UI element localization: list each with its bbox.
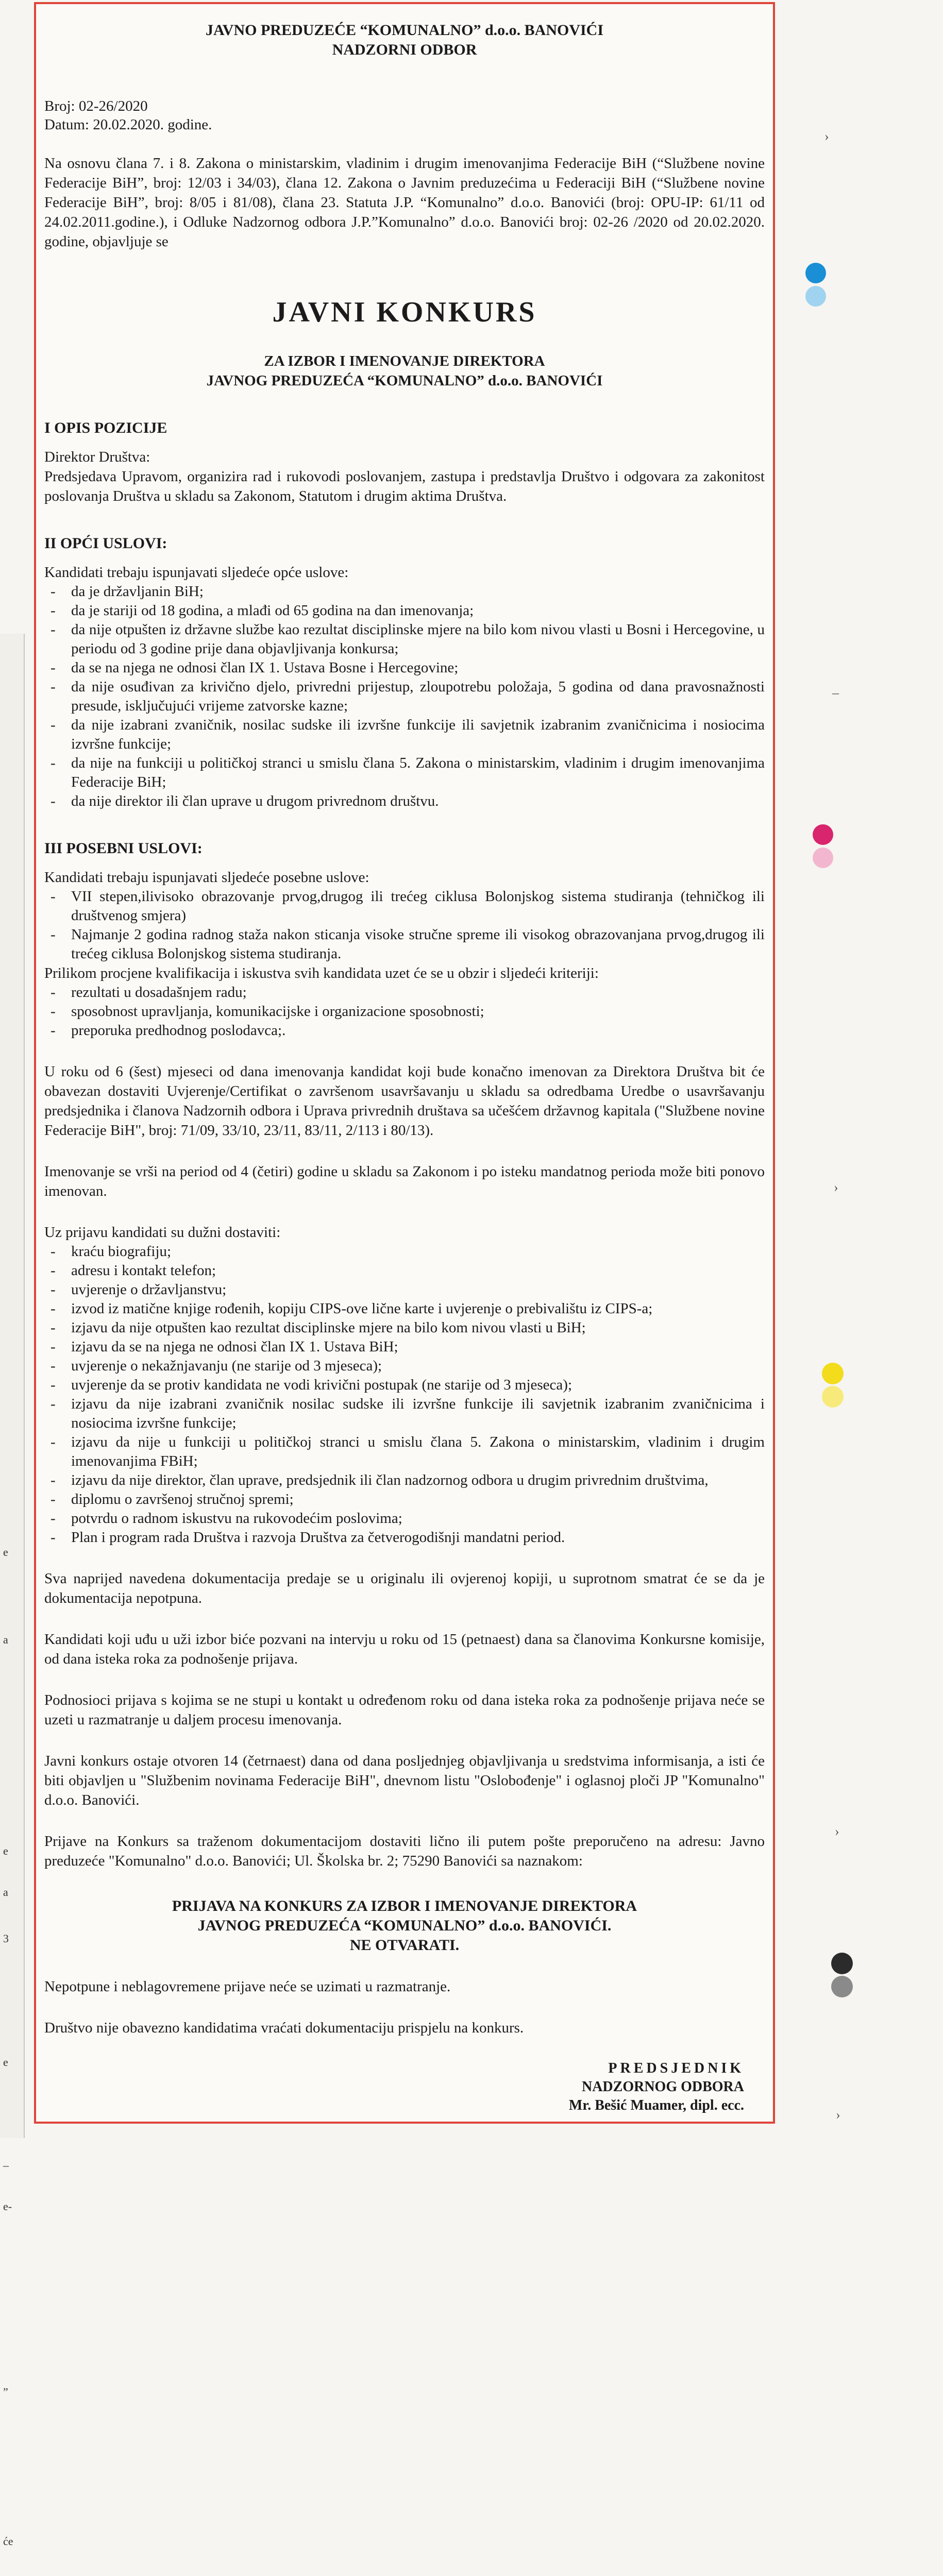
list-item: - adresu i kontakt telefon;: [44, 1261, 765, 1280]
list-item: - izjavu da nije direktor, član uprave, predsjednik ili član nadzornog odbora u drugim privrednim društvima,: [44, 1471, 765, 1490]
documents-return-note: Društvo nije obavezno kandidatima vraćati dokumentaciju prispjelu na konkurs.: [44, 2020, 524, 2036]
company-name: JAVNO PREDUZEĆE “KOMUNALNO” d.o.o. BANOVIĆI: [205, 22, 604, 39]
signature-body: NADZORNOG ODBORA: [581, 2079, 744, 2095]
criteria-list: [44, 983, 765, 1040]
list-item: - da nije izabrani zvaničnik, nosilac sudske ili izvršne funkcije ili savjetnik izabranim zvaničnicima i nosiocima izvršne funkcije;: [44, 716, 765, 754]
list-item: - da se na njega ne odnosi član IX 1. Ustava Bosne i Hercegovine;: [44, 658, 765, 677]
margin-tick-mark: ›: [834, 1180, 838, 1195]
registration-mark-grey: [831, 1976, 853, 1997]
list-item: - izjavu da nije izabrani zvaničnik nosilac sudske ili izvršne funkcije ili savjetnik izabranim zvaničnicima i nosiocima izvršne funkcije;: [44, 1395, 765, 1433]
registration-mark-magenta-light: [813, 848, 833, 868]
registration-mark-magenta: [813, 824, 833, 845]
list-item: - da nije na funkciji u političkoj stranci u smislu člana 5. Zakona o ministarskim, vladinim i drugim imenovanjima Federacije BiH;: [44, 754, 765, 792]
document-meta: [44, 97, 765, 134]
notice-line-3: NE OTVARATI.: [349, 1937, 460, 1954]
criteria-lead: Prilikom procjene kvalifikacija i iskustva svih kandidata uzet će se u obzir i sljedeći kriteriji:: [44, 965, 599, 981]
documents-lead: Uz prijavu kandidati su dužni dostaviti:: [44, 1224, 281, 1241]
subtitle-line-2: JAVNOG PREDUZEĆA “KOMUNALNO” d.o.o. BANOVIĆI: [206, 372, 603, 389]
subtitle-line-1: ZA IZBOR I IMENOVANJE DIREKTORA: [264, 353, 545, 369]
list-item: - uvjerenje da se protiv kandidata ne vodi krivični postupak (ne starije od 3 mjeseca);: [44, 1376, 765, 1395]
documents-list: [44, 1242, 765, 1547]
list-item: - uvjerenje o državljanstvu;: [44, 1280, 765, 1299]
header-block: [44, 21, 765, 60]
list-item: - da nije osuđivan za krivično djelo, privredni prijestup, zloupotrebu položaja, 5 godina od dana pravosnažnosti presude, isključujući vrijeme zatvorske kazne;: [44, 677, 765, 716]
envelope-notice: [44, 1896, 765, 1955]
registration-mark-yellow-light: [822, 1386, 844, 1408]
list-item: - da nije direktor ili član uprave u drugom privrednom društvu.: [44, 792, 765, 811]
interview-paragraph: Kandidati koji uđu u uži izbor biće pozvani na intervju u roku od 15 (petnaest) dana sa članovima Konkursne komisije, od dana isteka roka za podnošenje prijava.: [44, 1631, 765, 1667]
section-heading-special: III POSEBNI USLOVI:: [44, 840, 203, 857]
list-item: - kraću biografiju;: [44, 1242, 765, 1261]
margin-tick-mark: ›: [835, 1824, 839, 1839]
list-item: - rezultati u dosadašnjem radu;: [44, 983, 765, 1002]
section-heading-general: II OPĆI USLOVI:: [44, 535, 167, 552]
notice-line-1: PRIJAVA NA KONKURS ZA IZBOR I IMENOVANJE DIREKTORA: [172, 1897, 637, 1914]
document-date: Datum: 20.02.2020. godine.: [44, 116, 212, 133]
list-item: - izjavu da se na njega ne odnosi član IX 1. Ustava BiH;: [44, 1337, 765, 1357]
list-item: - uvjerenje o nekažnjavanju (ne starije od 3 mjeseca);: [44, 1357, 765, 1376]
list-item: - diplomu o završenoj stručnoj spremi;: [44, 1490, 765, 1509]
list-item: - VII stepen,ilivisoko obrazovanje prvog,drugog ili trećeg ciklusa Bolonjskog sistema studiranja (tehničkog ili društvenog smjera): [44, 887, 765, 925]
signature-title: PREDSJEDNIK: [608, 2060, 744, 2076]
list-item: - da je stariji od 18 godina, a mlađi od 65 godina na dan imenovanja;: [44, 601, 765, 620]
registration-mark-cyan-light: [805, 286, 826, 307]
list-item: - izjavu da nije otpušten kao rezultat disciplinske mjere na bilo kom nivou vlasti u BiH;: [44, 1318, 765, 1337]
registration-mark-black: [831, 1953, 853, 1974]
contact-paragraph: Podnosioci prijava s kojima se ne stupi u kontakt u određenom roku od dana isteka roka za podnošenje prijava neće se uzeti u razmatranje u daljem procesu imenovanja.: [44, 1692, 765, 1728]
list-item: - da nije otpušten iz državne službe kao rezultat disciplinske mjere na bilo kom nivou vlasti u Bosni i Hercegovine, u periodu od 3 godine prije dana objavljivanja konkursa;: [44, 620, 765, 658]
address-paragraph: Prijave na Konkurs sa traženom dokumentacijom dostaviti lično ili putem pošte preporučeno na adresu: Javno preduzeće "Komunalno" d.o.o. Banovići; Ul. Školska br. 2; 75290 Banovići sa naznakom:: [44, 1833, 765, 1869]
announcement-column: [44, 21, 765, 2115]
margin-tick-mark: ›: [836, 2107, 840, 2122]
general-lead: Kandidati trebaju ispunjavati sljedeće opće uslove:: [44, 564, 349, 581]
margin-tick-mark: ›: [824, 129, 829, 144]
section-heading-position: I OPIS POZICIJE: [44, 419, 167, 436]
list-item: - izjavu da nije u funkciji u političkoj stranci u smislu člana 5. Zakona o ministarskim, vladinim i drugim imenovanjima FBiH;: [44, 1433, 765, 1471]
originals-paragraph: Sva naprijed navedena dokumentacija predaje se u originalu ili ovjerenoj kopiji, u suprotnom smatrat će se da je dokumentacija nepotpuna.: [44, 1570, 765, 1606]
general-conditions-list: [44, 582, 765, 811]
incomplete-applications-note: Nepotpune i neblagovremene prijave neće se uzimati u razmatranje.: [44, 1978, 451, 1995]
signature-name: Mr. Bešić Muamer, dipl. ecc.: [568, 2097, 744, 2113]
margin-tick-mark: –: [832, 685, 839, 700]
list-item: - Najmanje 2 godina radnog staža nakon sticanja visoke stručne spreme ili visokog obrazovanjana prvog,drugog ili trećeg ciklusa Bolonjskog sistema studiranja.: [44, 925, 765, 963]
registration-mark-cyan: [805, 263, 826, 283]
page-title: JAVNI KONKURS: [272, 296, 537, 328]
special-lead: Kandidati trebaju ispunjavati sljedeće posebne uslove:: [44, 869, 369, 886]
list-item: - preporuka predhodnog poslodavca;.: [44, 1021, 765, 1040]
position-description: Predsjedava Upravom, organizira rad i rukovodi poslovanjem, zastupa i predstavlja Društvo i odgovara za zakonitost poslovanja Društva u skladu sa Zakonom, Statutom i drugim aktima Društva.: [44, 468, 765, 504]
list-item: - Plan i program rada Društva i razvoja Društva za četverogodišnji mandatni period.: [44, 1528, 765, 1547]
certificate-paragraph: U roku od 6 (šest) mjeseci od dana imenovanja kandidat koji bude konačno imenovan za Direktora Društva bit će obavezan dostaviti Uvjerenje/Certifikat o završenom usavršavanju u skladu sa odredbama Uredbe o usavršavanju predsjednika i članova Nadzornih odbora i Uprava privrednih društava sa učešćem državnog kapitala ("Službene novine Federacije BiH", broj: 71/09, 33/10, 23/11, 83/11, 2/113 i 80/13).: [44, 1063, 765, 1139]
list-item: - potvrdu o radnom iskustvu na rukovodećim poslovima;: [44, 1509, 765, 1528]
adjacent-page-fragment: e a e a 3 e – e- ” će: [0, 634, 25, 2138]
term-paragraph: Imenovanje se vrši na period od 4 (četiri) godine u skladu sa Zakonom i po isteku mandatnog perioda može biti ponovo imenovan.: [44, 1163, 765, 1199]
signature-block: [44, 2059, 765, 2115]
open-period-paragraph: Javni konkurs ostaje otvoren 14 (četrnaest) dana od dana posljednjeg objavljivanja u sredstvima informisanja, a isti će biti objavljen u "Službenim novinama Federacije BiH", dnevnom listu "Oslobođenje" i oglasnoj ploči JP "Komunalno" d.o.o. Banovići.: [44, 1753, 765, 1808]
registration-mark-yellow: [822, 1363, 844, 1384]
board-name: NADZORNI ODBOR: [332, 41, 477, 58]
notice-line-2: JAVNOG PREDUZEĆA “KOMUNALNO” d.o.o. BANOVIĆI.: [197, 1917, 612, 1934]
special-conditions-list: [44, 887, 765, 963]
list-item: - izvod iz matične knjige rođenih, kopiju CIPS-ove lične karte i uvjerenje o prebivalištu iz CIPS-a;: [44, 1299, 765, 1318]
subtitle: [44, 351, 765, 391]
position-label: Direktor Društva:: [44, 449, 150, 465]
list-item: - sposobnost upravljanja, komunikacijske i organizacione sposobnosti;: [44, 1002, 765, 1021]
document-number: Broj: 02-26/2020: [44, 98, 148, 114]
list-item: - da je državljanin BiH;: [44, 582, 765, 601]
intro-paragraph: Na osnovu člana 7. i 8. Zakona o ministarskim, vladinim i drugim imenovanjima Federacije BiH (“Službene novine Federacije BiH”, broj: 12/03 i 34/03), člana 12. Zakona o Javnim preduzećima u Federaciji BiH (“Službene novine Federacije BiH”, broj: 8/05 i 81/08), člana 23. Statuta J.P. “Komunalno” d.o.o. Banovići (broj: OPU-IP: 61/11 od 24.02.2011.godine.), i Odluke Nadzornog odbora J.P.”Komunalno” d.o.o. Banovići broj: 02-26 /2020 od 20.02.2020. godine, objavljuje se: [44, 155, 765, 250]
